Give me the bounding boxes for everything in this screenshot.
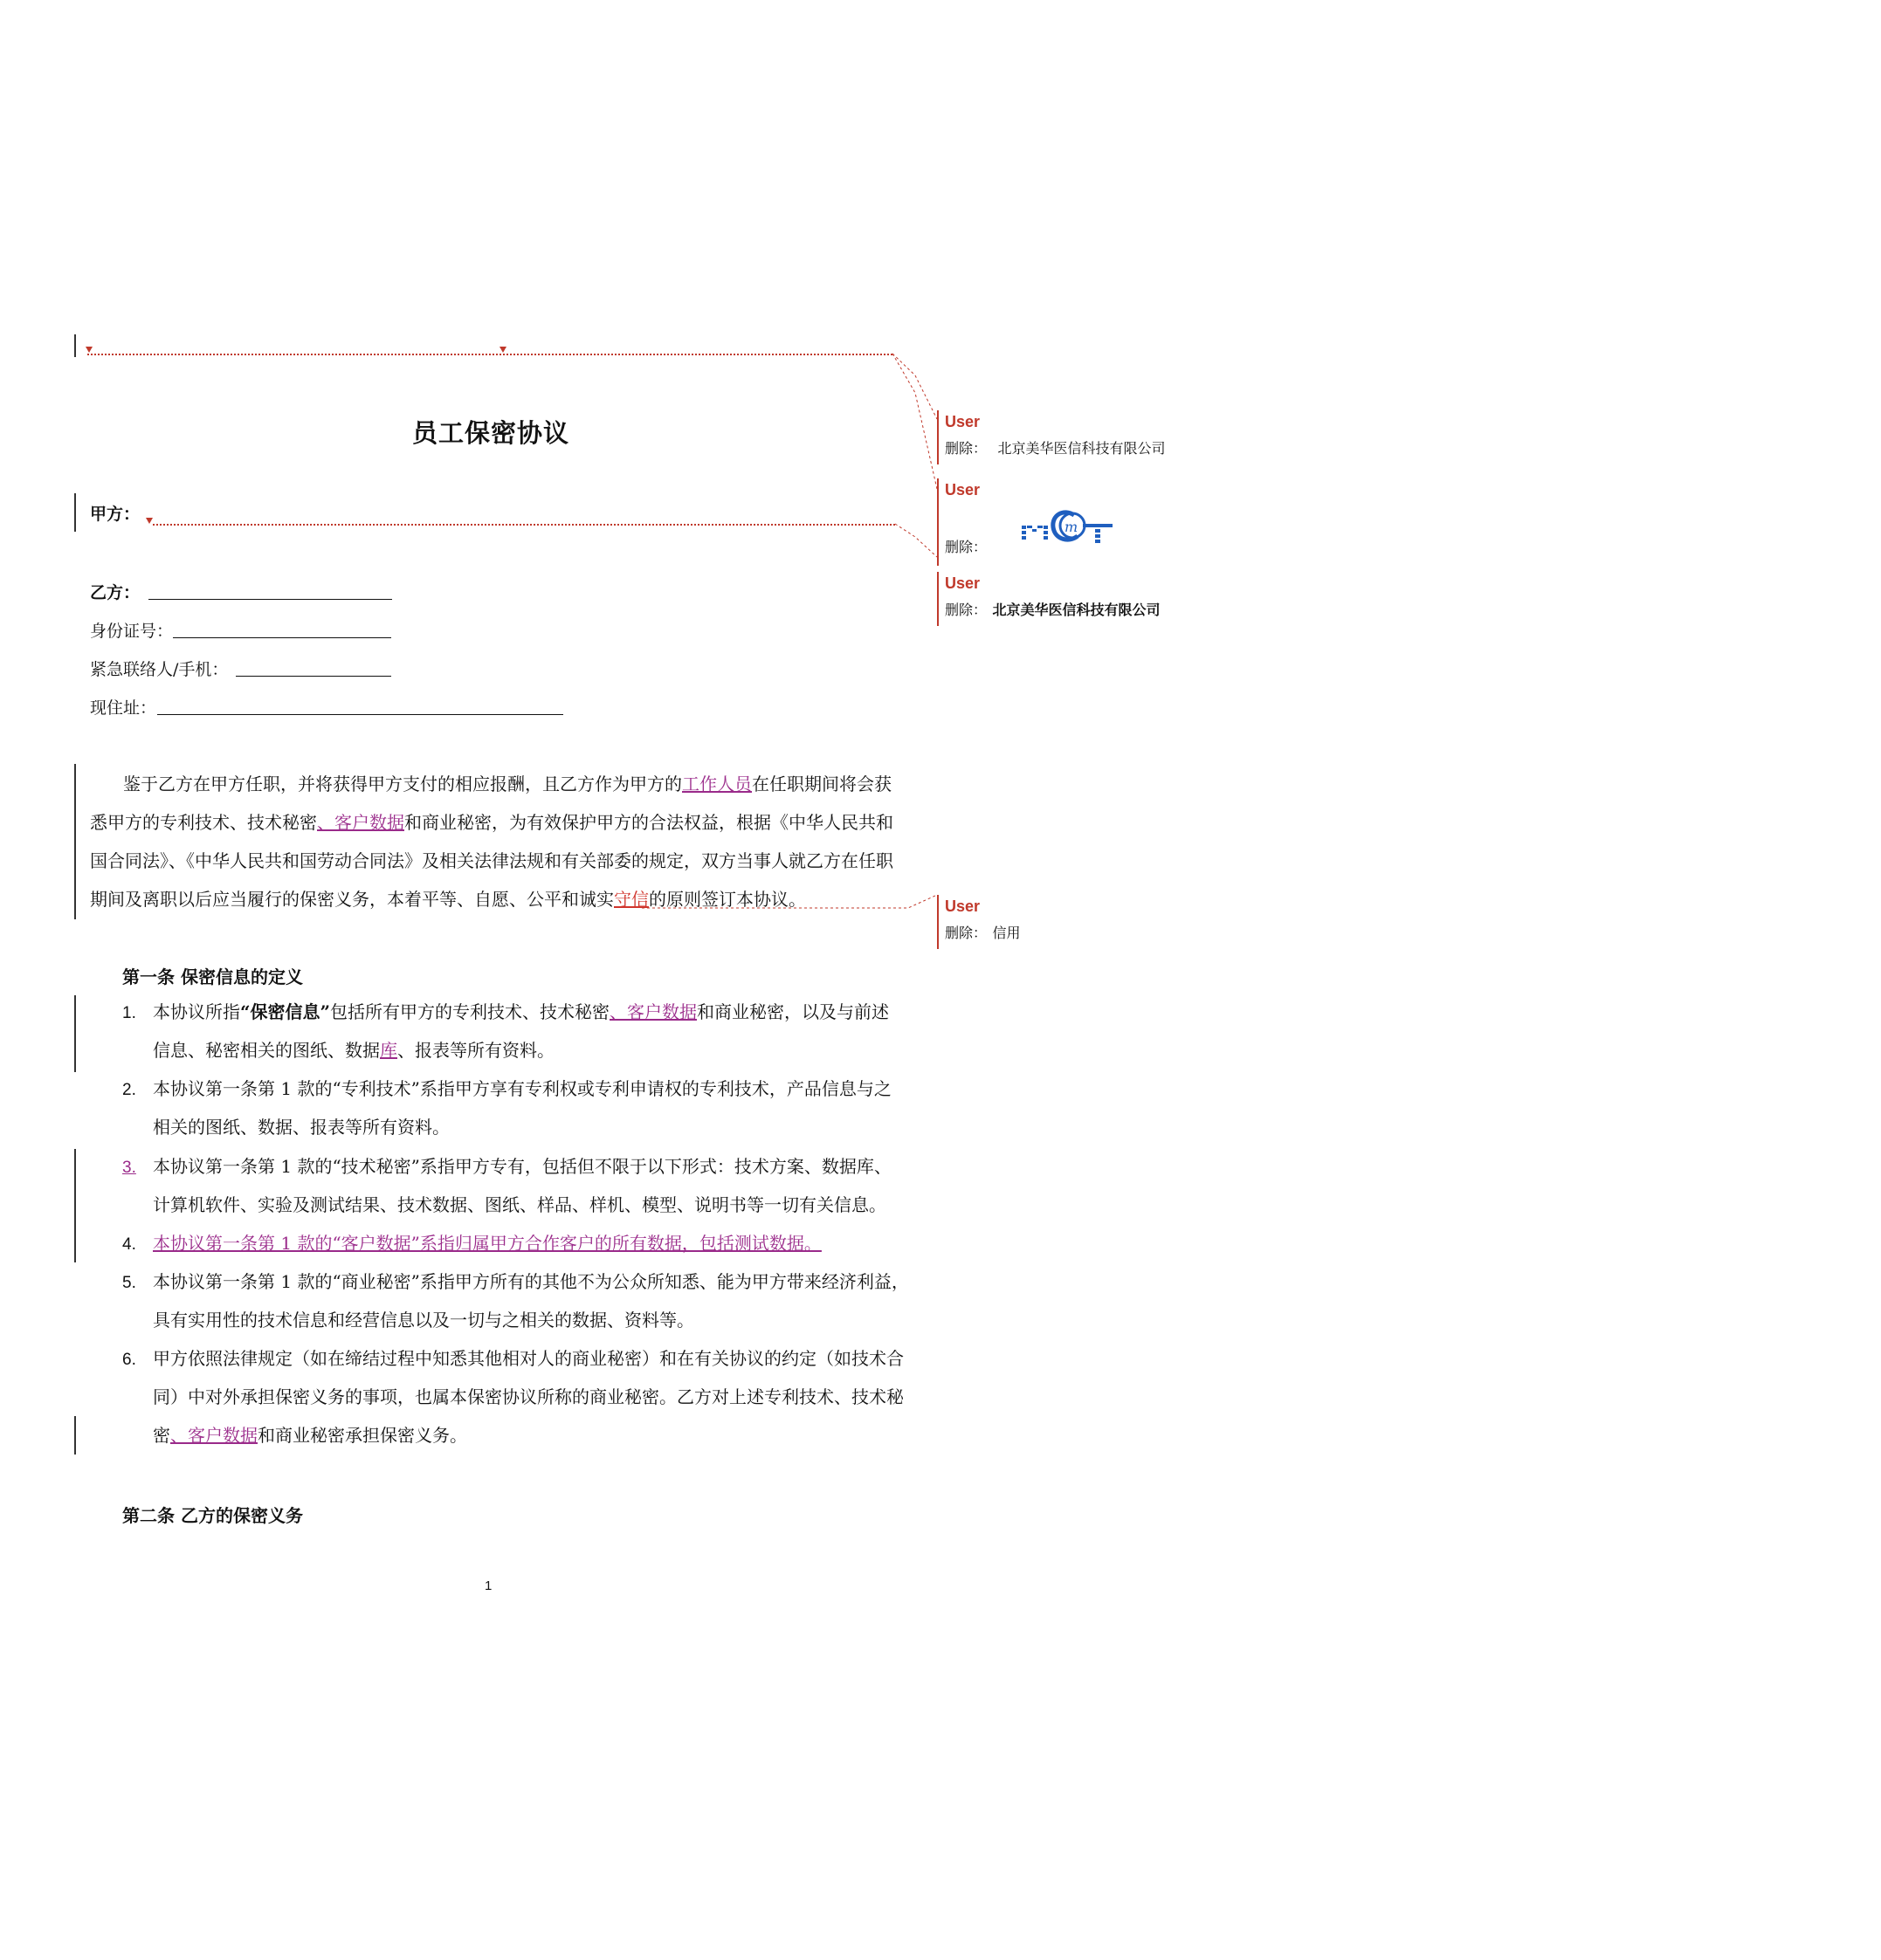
comment-bar [937,410,939,464]
connector-line [892,354,937,419]
insertion: 库 [380,1040,397,1061]
connector-line [642,895,937,908]
insertion: 本协议第一条第 1 款的“客户数据”系指归属甲方合作客户的所有数据，包括测试数据。 [153,1233,822,1254]
deleted-text: 北京美华医信科技有限公司 [997,442,1166,457]
insertion: 、客户数据 [170,1425,258,1446]
insertion: 守信 [614,889,649,910]
deleted-text: 信用 [992,926,1021,941]
list-number: 3. [122,1159,136,1177]
comment-bar [937,572,939,626]
list-item: 甲方依照法律规定（如在缔结过程中知悉其他相对人的商业秘密）和在有关协议的约定（如技术合 同）中对外承担保密义务的事项，也属本保密协议所称的商业秘密。乙方对上述专利技术、技术秘 密、客户数据和商业秘密承担保密义务。 [153,1348,904,1446]
comment-author: User [945,574,981,592]
insertion: 、客户数据 [317,812,404,833]
company-logo [1020,503,1120,555]
comment-deletion[interactable] [945,437,1165,457]
deletion-label: 删除： [945,442,988,457]
insertion: 工作人员 [682,774,752,794]
deleted-text: 北京美华医信科技有限公司 [992,603,1161,618]
contact-label: 紧急联络人/手机： [90,660,229,679]
list-number: 1. [122,1004,136,1022]
connector-line [892,354,937,489]
mct-logo-icon [1020,503,1120,555]
list-item: 本协议第一条第 1 款的“技术秘密”系指甲方专有，包括但不限于以下形式：技术方案、数据库、 计算机软件、实验及测试结果、技术数据、图纸、样品、样机、模型、说明书等一切有关信息。 [153,1156,892,1215]
article2-heading: 第二条 乙方的保密义务 [122,1505,303,1526]
insertion: 、客户数据 [610,1001,698,1022]
list-number: 5. [122,1274,136,1292]
preamble-line: 鉴于乙方在甲方任职，并将获得甲方支付的相应报酬，且乙方作为甲方的工作人员在任职期间将会获 [123,774,892,794]
comment-author: User [945,897,981,915]
list-number: 2. [122,1081,136,1099]
list-number: 4. [122,1235,136,1254]
article1-heading: 第一条 保密信息的定义 [122,966,303,987]
list-item: 本协议第一条第 1 款的“商业秘密”系指甲方所有的其他不为公众所知悉、能为甲方带来经济利益， 具有实用性的技术信息和经营信息以及一切与之相关的数据、资料等。 [153,1271,909,1331]
preamble-line: 国合同法》、《中华人民共和国劳动合同法》及相关法律法规和有关部委的规定，双方当事人就乙方在任职 [90,850,893,871]
svg-text:m: m [1065,519,1078,535]
list-item: 本协议第一条第 1 款的“专利技术”系指甲方享有专利权或专利申请权的专利技术，产品信息与之 相关的图纸、数据、报表等所有资料。 [153,1078,892,1138]
list-number: 6. [122,1351,136,1369]
page-title: 员工保密协议 [412,418,570,448]
comment-bar [937,478,939,566]
preamble-line: 悉甲方的专利技术、技术秘密、客户数据和商业秘密，为有效保护甲方的合法权益，根据《中华人民共和 [90,812,893,833]
comment-author: User [945,481,981,499]
party-b-label: 乙方： [90,583,141,602]
deletion-label: 删除： [945,540,988,555]
preamble-line: 期间及离职以后应当履行的保密义务，本着平等、自愿、公平和诚实守信的原则签订本协议。 [90,889,806,910]
party-a-label: 甲方： [90,505,141,524]
comment-deletion[interactable] [945,599,1160,619]
id-label: 身份证号： [90,622,174,641]
comment-deletion[interactable] [945,922,1020,942]
comment-author: User [945,413,981,430]
page-number: 1 [485,1578,493,1593]
address-label: 现住址： [90,698,157,718]
list-item: 本协议所指“保密信息”包括所有甲方的专利技术、技术秘密、客户数据和商业秘密，以及与前述 信息、秘密相关的图纸、数据库、报表等所有资料。 [153,1001,890,1061]
deletion-label: 删除： [945,926,988,941]
connector-line [895,524,937,557]
deletion-label: 删除： [945,603,988,618]
comment-bar [937,895,939,949]
